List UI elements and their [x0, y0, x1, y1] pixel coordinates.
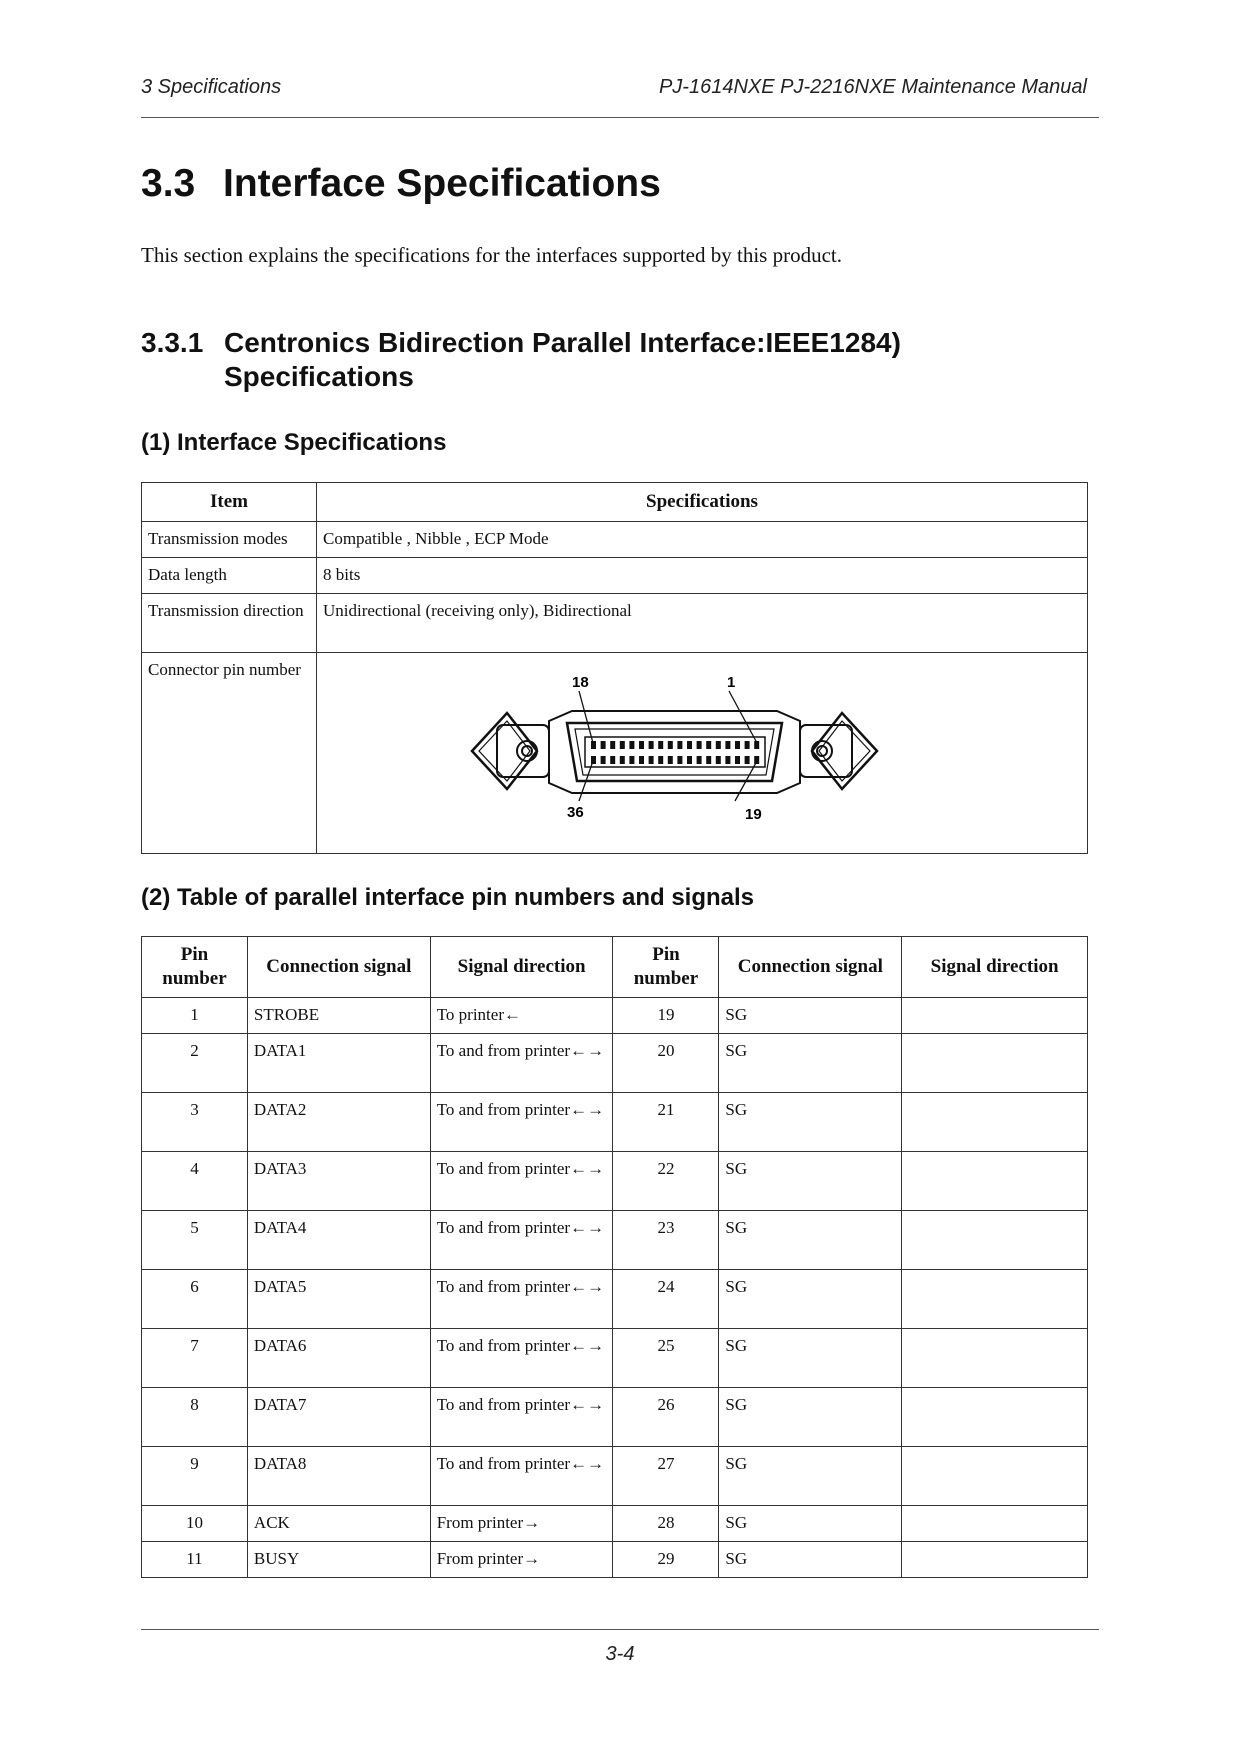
section-heading [141, 162, 661, 206]
connector-pin [725, 741, 730, 749]
pin-number: 8 [142, 1388, 248, 1447]
pin-table-header [142, 937, 1088, 998]
connector-pin [697, 741, 702, 749]
pin-number-2: 19 [613, 998, 719, 1034]
signal-direction-2 [902, 1506, 1088, 1542]
connector-label-pin36: 36 [567, 804, 584, 821]
connector-pin [735, 756, 740, 764]
connector-pin [677, 756, 682, 764]
running-header-chapter: 3 Specifications [141, 76, 282, 98]
col-header-connection-signal: Connection signal [247, 937, 430, 998]
connector-pin [716, 741, 721, 749]
col-header-signal-direction-2: Signal direction [902, 937, 1088, 998]
signal-direction: To and from printer←→ [430, 1447, 613, 1506]
connection-signal: DATA1 [247, 1034, 430, 1093]
connector-pin [725, 756, 730, 764]
connector-pin [601, 756, 606, 764]
signal-direction: To and from printer←→ [430, 1152, 613, 1211]
connector-diagram-cell [317, 653, 1088, 854]
connector-pin [668, 741, 673, 749]
pin-number-2: 26 [613, 1388, 719, 1447]
table-row [142, 1211, 1088, 1270]
spec-value: Compatible , Nibble , ECP Mode [317, 522, 1088, 558]
connector-pin [687, 756, 692, 764]
spec-value: 8 bits [317, 558, 1088, 594]
connector-pin [735, 741, 740, 749]
connection-signal-2: SG [719, 998, 902, 1034]
signal-direction-2 [902, 998, 1088, 1034]
spec-row [142, 653, 1088, 854]
connector-pin [620, 756, 625, 764]
signal-direction-2 [902, 1211, 1088, 1270]
pin-number-2: 22 [613, 1152, 719, 1211]
connection-signal-2: SG [719, 1034, 902, 1093]
connector-pin [658, 741, 663, 749]
spec-item: Data length [142, 558, 317, 594]
connector-pin [649, 756, 654, 764]
signal-direction: From printer→ [430, 1542, 613, 1578]
pin-number: 5 [142, 1211, 248, 1270]
table-row [142, 1034, 1088, 1093]
connection-signal: DATA3 [247, 1152, 430, 1211]
spec-item: Transmission direction [142, 594, 317, 653]
connection-signal: STROBE [247, 998, 430, 1034]
pin-number: 6 [142, 1270, 248, 1329]
signal-direction-2 [902, 1034, 1088, 1093]
pin-number-2: 24 [613, 1270, 719, 1329]
signal-direction-2 [902, 1329, 1088, 1388]
section-number: 3.3 [141, 162, 196, 205]
signal-direction: To printer← [430, 998, 613, 1034]
spec-item: Connector pin number [142, 653, 317, 854]
col-header-pin-number: Pin number [142, 937, 248, 998]
page-number: 3-4 [605, 1643, 635, 1665]
signal-direction-2 [902, 1447, 1088, 1506]
connection-signal-2: SG [719, 1211, 902, 1270]
spec-row [142, 594, 1088, 653]
table-row [142, 1329, 1088, 1388]
connector-pin [629, 741, 634, 749]
pin-number-2: 27 [613, 1447, 719, 1506]
connection-signal-2: SG [719, 1152, 902, 1211]
connection-signal: DATA7 [247, 1388, 430, 1447]
col-header-signal-direction: Signal direction [430, 937, 613, 998]
subsection-title: Centronics Bidirection Parallel Interface:IEEE1284) Specifications [224, 327, 901, 392]
pin-number-2: 29 [613, 1542, 719, 1578]
signal-direction-2 [902, 1388, 1088, 1447]
connection-signal: DATA2 [247, 1093, 430, 1152]
connection-signal: ACK [247, 1506, 430, 1542]
connector-pin [658, 756, 663, 764]
connector-housing [567, 723, 782, 781]
subsection-heading [141, 326, 984, 394]
connection-signal-2: SG [719, 1388, 902, 1447]
connection-signal: DATA4 [247, 1211, 430, 1270]
pin-number-2: 25 [613, 1329, 719, 1388]
pin-number: 4 [142, 1152, 248, 1211]
signal-direction: To and from printer←→ [430, 1034, 613, 1093]
connector-pin [629, 756, 634, 764]
connector-pin [601, 741, 606, 749]
spec-table-header [142, 483, 1088, 522]
connector-label-pin18: 18 [572, 674, 589, 691]
pin-number-2: 23 [613, 1211, 719, 1270]
table-row [142, 1152, 1088, 1211]
subsection-number: 3.3.1 [141, 327, 204, 358]
col-header-specifications: Specifications [317, 483, 1088, 522]
connector-pin [677, 741, 682, 749]
footer-rule [141, 1629, 1099, 1630]
pin-number: 7 [142, 1329, 248, 1388]
connector-label-pin19: 19 [745, 806, 762, 823]
connector-pin [639, 756, 644, 764]
right-screw-hole [812, 741, 832, 761]
col-header-item: Item [142, 483, 317, 522]
left-screw-hole [517, 741, 537, 761]
pin-number-2: 21 [613, 1093, 719, 1152]
table-row [142, 1542, 1088, 1578]
signal-direction: To and from printer←→ [430, 1329, 613, 1388]
connector-pin [687, 741, 692, 749]
connector-pin [591, 741, 596, 749]
signal-direction: To and from printer←→ [430, 1270, 613, 1329]
connector-pin [610, 741, 615, 749]
pin-number: 1 [142, 998, 248, 1034]
pin-number: 9 [142, 1447, 248, 1506]
connection-signal-2: SG [719, 1329, 902, 1388]
interface-specs-heading: (1) Interface Specifications [141, 429, 447, 456]
connector-pin [745, 756, 750, 764]
col-header-connection-signal-2: Connection signal [719, 937, 902, 998]
section-intro: This section explains the specifications for the interfaces supported by this product. [141, 243, 842, 267]
pin-number: 11 [142, 1542, 248, 1578]
spec-item: Transmission modes [142, 522, 317, 558]
table-row [142, 1447, 1088, 1506]
running-header-title: PJ-1614NXE PJ-2216NXE Maintenance Manual [658, 76, 1087, 98]
table-row [142, 1093, 1088, 1152]
table-row [142, 1506, 1088, 1542]
spec-value: Unidirectional (receiving only), Bidirectional [317, 594, 1088, 653]
connector-label-pin1: 1 [727, 674, 736, 691]
signal-direction-2 [902, 1093, 1088, 1152]
centronics-connector-diagram [317, 653, 1087, 853]
connector-pin [716, 756, 721, 764]
connection-signal-2: SG [719, 1506, 902, 1542]
connection-signal: DATA6 [247, 1329, 430, 1388]
connection-signal: DATA8 [247, 1447, 430, 1506]
connector-pin [706, 756, 711, 764]
table-row [142, 998, 1088, 1034]
table-row [142, 1270, 1088, 1329]
signal-direction: To and from printer←→ [430, 1388, 613, 1447]
signal-direction: From printer→ [430, 1506, 613, 1542]
signal-direction-2 [902, 1542, 1088, 1578]
connection-signal: BUSY [247, 1542, 430, 1578]
pin-table-heading: (2) Table of parallel interface pin numbers and signals [141, 884, 755, 911]
connector-pin [620, 741, 625, 749]
interface-spec-table [141, 482, 1088, 854]
connector-pin [697, 756, 702, 764]
connection-signal-2: SG [719, 1447, 902, 1506]
pin-number-2: 28 [613, 1506, 719, 1542]
pin-number: 2 [142, 1034, 248, 1093]
connection-signal-2: SG [719, 1542, 902, 1578]
connection-signal-2: SG [719, 1270, 902, 1329]
connector-pin [668, 756, 673, 764]
connection-signal-2: SG [719, 1093, 902, 1152]
connector-pin [639, 741, 644, 749]
col-header-pin-number-2: Pin number [613, 937, 719, 998]
signal-direction: To and from printer←→ [430, 1211, 613, 1270]
connector-pin [610, 756, 615, 764]
connector-pin [706, 741, 711, 749]
connector-pin [649, 741, 654, 749]
signal-direction-2 [902, 1152, 1088, 1211]
signal-direction: To and from printer←→ [430, 1093, 613, 1152]
signal-direction-2 [902, 1270, 1088, 1329]
pin-number: 3 [142, 1093, 248, 1152]
spec-row [142, 558, 1088, 594]
spec-row [142, 522, 1088, 558]
pin-signal-table [141, 936, 1088, 1578]
connector-pin [745, 741, 750, 749]
connection-signal: DATA5 [247, 1270, 430, 1329]
table-row [142, 1388, 1088, 1447]
section-title: Interface Specifications [223, 162, 661, 205]
pin-number: 10 [142, 1506, 248, 1542]
header-rule [141, 117, 1099, 118]
pin-number-2: 20 [613, 1034, 719, 1093]
